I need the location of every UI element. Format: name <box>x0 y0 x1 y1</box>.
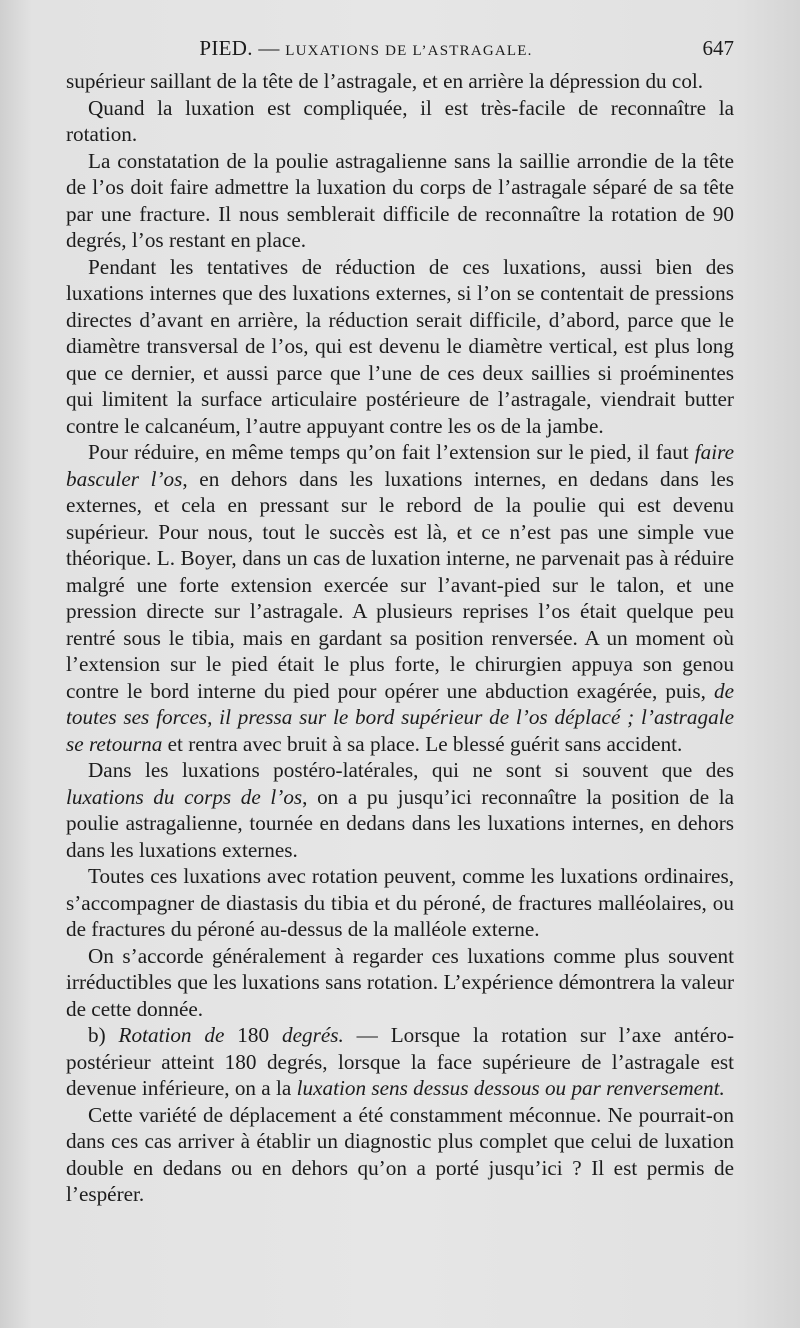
page-number: 647 <box>702 36 734 60</box>
running-title <box>66 34 666 65</box>
paragraph-4-segment-3: de toutes ses forces, il pressa sur le bord supérieur de l’os déplacé ; l’astragale se retourna <box>66 678 734 756</box>
paragraph-0 <box>66 68 734 95</box>
paragraph-4-segment-1: faire basculer l’os <box>66 440 734 491</box>
paragraph-4-segment-2: , en dehors dans les luxations internes, en dedans dans les externes, et cela en pressant sur le rebord de la poulie qui est devenu supérieur. Pour nous, tout le succès est là, et ce n’est pas une simple vue théorique. L. Boyer, dans un cas de luxation interne, ne parvenait pas à réduire malgré une forte extension exercée sur l’avant-pied sur le talon, et une pression directe sur l’astragale. A plusieurs reprises l’os était quelque peu rentré sous le tibia, mais en gardant sa position renversée. A un moment où l’extension sur le pied était le plus forte, le chirurgien appuya son genou contre le bord interne du pied pour opérer une abduction exagérée, puis, <box>66 466 734 703</box>
paragraph-4 <box>66 439 734 757</box>
paragraph-2 <box>66 148 734 254</box>
paragraph-7-segment-0: On s’accorde généralement à regarder ces luxations comme plus souvent irréductibles que les luxations sans rotation. L’expérience démontrera la valeur de cette donnée. <box>66 943 734 1021</box>
paragraph-9 <box>66 1102 734 1208</box>
paragraph-5 <box>66 757 734 863</box>
paragraph-5-segment-1: luxations du corps de l’os <box>66 784 303 809</box>
paragraph-3 <box>66 254 734 440</box>
paragraph-6 <box>66 863 734 943</box>
paragraph-8-segment-2: 180 <box>224 1023 282 1047</box>
paragraph-8-segment-1: Rotation de <box>118 1023 225 1047</box>
running-title-sub: LUXATIONS DE L’ASTRAGALE. <box>285 43 533 59</box>
running-header <box>66 34 734 62</box>
paragraph-1 <box>66 95 734 148</box>
paragraph-3-segment-0: Pendant les tentatives de réduction de ces luxations, aussi bien des luxations internes que des luxations externes, si l’on se contentait de pressions directes d’avant en arrière, la réduction serait difficile, d’abord, parce que le diamètre transversal de l’os, qui est devenu le diamètre vertical, est plus long que ce dernier, et aussi parce que l’une de ces deux saillies si proéminentes qui limitent la surface articulaire postérieure de l’astragale, viendrait butter contre le calcanéum, l’autre appuyant contre les os de la jambe. <box>66 254 734 438</box>
paragraph-5-segment-2: , on a pu jusqu’ici reconnaître la position de la poulie astragalienne, tournée en dedans dans les luxations internes, en dehors dans les luxations externes. <box>66 784 734 862</box>
paragraph-5-segment-0: Dans les luxations postéro-latérales, qui ne sont si souvent que des <box>88 758 734 782</box>
paragraph-2-segment-0: La constatation de la poulie astragalienne sans la saillie arrondie de la tête de l’os doit faire admettre la luxation du corps de l’astragale séparé de sa tête par une fracture. Il nous semblerait difficile de reconnaître la rotation de 90 degrés, l’os restant en place. <box>66 148 734 252</box>
paragraph-4-segment-4: et rentra avec bruit à sa place. Le blessé guérit sans accident. <box>162 731 683 756</box>
paragraph-7 <box>66 943 734 1023</box>
paragraph-8-segment-0: b) <box>88 1023 119 1047</box>
paragraph-9-segment-0: Cette variété de déplacement a été constamment méconnue. Ne pourrait-on dans ces cas arriver à établir un diagnostic plus complet que celui de luxation double en dedans ou en dehors qu’on a porté jusqu’ici ? Il est permis de l’espérer. <box>66 1102 734 1206</box>
body-text <box>66 68 734 1208</box>
paragraph-8-segment-5: luxation sens dessus dessous ou par renversement. <box>296 1076 725 1100</box>
running-title-dash: — <box>252 36 286 60</box>
paragraph-8-segment-4: — Lorsque la rotation sur l’axe antéro-postérieur atteint 180 degrés, lorsque la face supérieure de l’astragale est devenue inférieure, on a la <box>66 1023 735 1100</box>
paragraph-8 <box>66 1022 734 1102</box>
paragraph-1-segment-0: Quand la luxation est compliquée, il est très-facile de reconnaître la rotation. <box>66 95 734 146</box>
paragraph-8-segment-3: degrés. <box>281 1023 344 1047</box>
paragraph-0-segment-0: supérieur saillant de la tête de l’astragale, et en arrière la dépression du col. <box>66 69 704 93</box>
paragraph-4-segment-0: Pour réduire, en même temps qu’on fait l’extension sur le pied, il faut <box>88 440 695 464</box>
paragraph-6-segment-0: Toutes ces luxations avec rotation peuvent, comme les luxations ordinaires, s’accompagner de diastasis du tibia et du péroné, de fractures malléolaires, ou de fractures du péroné au-dessus de la malléole externe. <box>66 864 734 941</box>
running-title-main: PIED. <box>199 36 253 60</box>
